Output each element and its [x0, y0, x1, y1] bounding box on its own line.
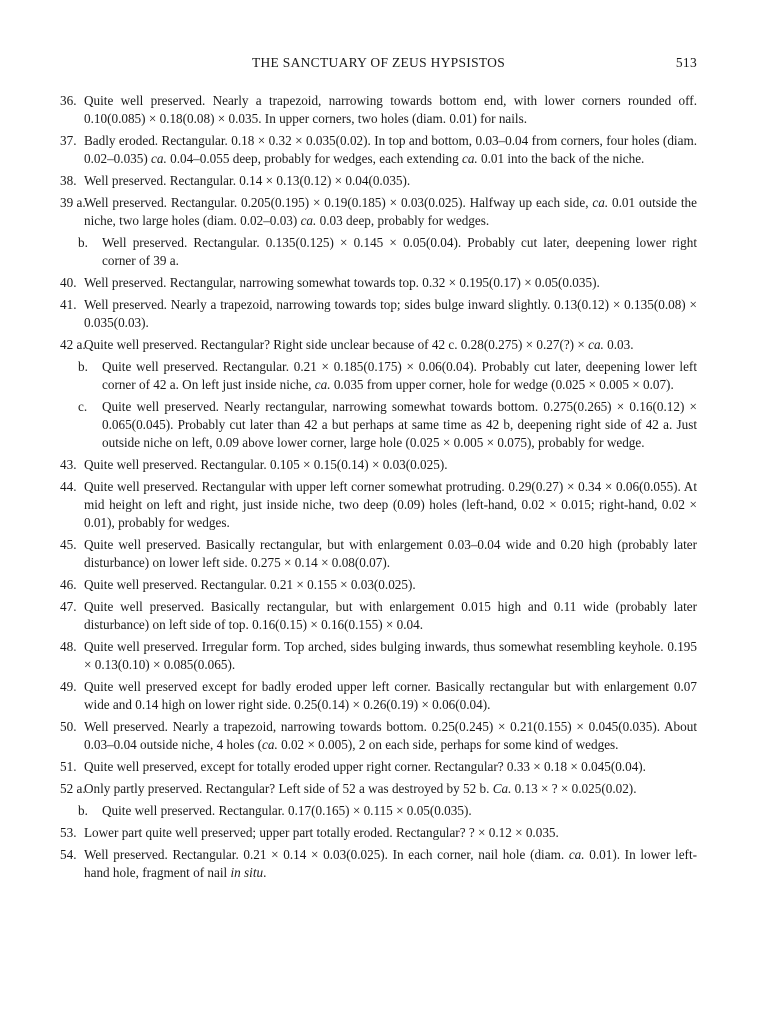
catalogue-entry — [60, 638, 697, 674]
entry-number: c. — [78, 399, 88, 414]
entry-number: b. — [78, 359, 88, 374]
catalogue-entry — [60, 536, 697, 572]
entry-number: 43. — [60, 457, 77, 472]
running-header — [60, 55, 697, 75]
entry-text: Well preserved. Nearly a trapezoid, narrowing towards bottom. 0.25(0.245) × 0.21(0.155) × 0.045(0.035). About 0.03–0.04 outside niche, 4 holes (ca. 0.02 × 0.005), 2 on each side, perhaps for some kind of wedges. — [84, 719, 697, 752]
entry-text: Quite well preserved. Basically rectangular, but with enlargement 0.03–0.04 wide and 0.20 high (probably later disturbance) on lower left side. 0.275 × 0.14 × 0.08(0.07). — [84, 537, 697, 570]
catalogue-entry — [60, 398, 697, 452]
entry-number: 45. — [60, 537, 77, 552]
entry-text: Well preserved. Nearly a trapezoid, narrowing towards top; sides bulge inward slightly. 0.13(0.12) × 0.135(0.08) × 0.035(0.03). — [84, 297, 697, 330]
running-title: THE SANCTUARY OF ZEUS HYPSISTOS — [251, 55, 506, 70]
entry-number: 44. — [60, 479, 77, 494]
catalogue-entry — [60, 802, 697, 820]
entry-text: Badly eroded. Rectangular. 0.18 × 0.32 × 0.035(0.02). In top and bottom, 0.03–0.04 from corners, four holes (diam. 0.02–0.035) ca. 0.04–0.055 deep, probably for wedges, each extending ca. 0.01 into the back of the niche. — [84, 133, 697, 166]
entry-text: Quite well preserved. Rectangular. 0.21 × 0.185(0.175) × 0.06(0.04). Probably cut later, deepening lower left corner of 42 a. On left just inside niche, ca. 0.035 from upper corner, hole for wedge (0.025 × 0.005 × 0.07). — [102, 359, 697, 392]
entry-text: Well preserved. Rectangular. 0.14 × 0.13(0.12) × 0.04(0.035). — [84, 173, 411, 188]
entry-number: 49. — [60, 679, 77, 694]
entry-text: Well preserved. Rectangular. 0.135(0.125) × 0.145 × 0.05(0.04). Probably cut later, deepening lower right corner of 39 a. — [102, 235, 697, 268]
entry-text: Quite well preserved. Irregular form. Top arched, sides bulging inwards, thus somewhat resembling keyhole. 0.195 × 0.13(0.10) × 0.085(0.065). — [84, 639, 697, 672]
catalogue-entry — [60, 598, 697, 634]
entry-text: Quite well preserved. Rectangular. 0.17(0.165) × 0.115 × 0.05(0.035). — [102, 803, 472, 818]
entry-text: Quite well preserved except for badly eroded upper left corner. Basically rectangular but with enlargement 0.07 wide and 0.14 high on lower right side. 0.25(0.14) × 0.26(0.19) × 0.06(0.04). — [84, 679, 697, 712]
catalogue-entry — [60, 234, 697, 270]
entry-text: Quite well preserved. Rectangular. 0.21 × 0.155 × 0.03(0.025). — [84, 577, 416, 592]
catalogue-entry — [60, 718, 697, 754]
entry-number: 51. — [60, 759, 77, 774]
entry-number: 53. — [60, 825, 77, 840]
entry-text: Well preserved. Rectangular. 0.21 × 0.14 × 0.03(0.025). In each corner, nail hole (diam. ca. 0.01). In lower left-hand hole, fragment of nail in situ. — [84, 847, 697, 880]
catalogue-entry — [60, 478, 697, 532]
catalogue-entry — [60, 336, 697, 354]
entry-number: b. — [78, 803, 88, 818]
entry-text: Quite well preserved. Nearly rectangular, narrowing somewhat towards bottom. 0.275(0.265) × 0.16(0.12) × 0.065(0.045). Probably cut later than 42 a but perhaps at same time as 42 b, deepening right side of 42 a. Just outside niche on left, 0.09 above lower corner, large hole (0.025 × 0.005 × 0.075), probably for wedge. — [102, 399, 697, 450]
entry-text: Well preserved. Rectangular, narrowing somewhat towards top. 0.32 × 0.195(0.17) × 0.05(0.035). — [84, 275, 600, 290]
entry-number: 48. — [60, 639, 77, 654]
entry-text: Quite well preserved. Rectangular? Right side unclear because of 42 c. 0.28(0.275) × 0.27(?) × ca. 0.03. — [84, 337, 634, 352]
entry-text: Only partly preserved. Rectangular? Left side of 52 a was destroyed by 52 b. Ca. 0.13 × ? × 0.025(0.02). — [84, 781, 637, 796]
entry-text: Quite well preserved. Rectangular. 0.105 × 0.15(0.14) × 0.03(0.025). — [84, 457, 448, 472]
catalogue-entry — [60, 92, 697, 128]
catalogue-entry — [60, 678, 697, 714]
catalogue-entry — [60, 358, 697, 394]
entry-number: 38. — [60, 173, 77, 188]
catalogue-entry — [60, 132, 697, 168]
entry-number: b. — [78, 235, 88, 250]
catalogue-entry — [60, 780, 697, 798]
entry-text: Quite well preserved. Rectangular with upper left corner somewhat protruding. 0.29(0.27) × 0.34 × 0.06(0.055). At mid height on left and right, just inside niche, two deep (0.09) holes (left-hand, 0.02 × 0.015; right-hand, 0.02 × 0.01), probably for wedges. — [84, 479, 697, 530]
catalogue-entry — [60, 824, 697, 842]
entry-number: 42 a. — [60, 337, 86, 352]
entry-text: Well preserved. Rectangular. 0.205(0.195) × 0.19(0.185) × 0.03(0.025). Halfway up each side, ca. 0.01 outside the niche, two large holes (diam. 0.02–0.03) ca. 0.03 deep, probably for wedges. — [84, 195, 697, 228]
catalogue-entry — [60, 758, 697, 776]
page-number: 513 — [675, 55, 697, 70]
entry-number: 46. — [60, 577, 77, 592]
catalogue-entry — [60, 456, 697, 474]
entry-number: 50. — [60, 719, 77, 734]
catalogue-entry — [60, 172, 697, 190]
entry-number: 54. — [60, 847, 77, 862]
entry-text: Lower part quite well preserved; upper part totally eroded. Rectangular? ? × 0.12 × 0.035. — [84, 825, 559, 840]
catalogue-entry — [60, 846, 697, 882]
catalogue-entry — [60, 296, 697, 332]
entry-text: Quite well preserved, except for totally eroded upper right corner. Rectangular? 0.33 × 0.18 × 0.045(0.04). — [84, 759, 646, 774]
entry-number: 47. — [60, 599, 77, 614]
catalogue-entry — [60, 194, 697, 230]
entry-number: 36. — [60, 93, 77, 108]
catalogue-entry — [60, 274, 697, 292]
catalogue-entries — [60, 92, 697, 886]
entry-text: Quite well preserved. Nearly a trapezoid, narrowing towards bottom end, with lower corners rounded off. 0.10(0.085) × 0.18(0.08) × 0.035. In upper corners, two holes (diam. 0.01) for nails. — [84, 93, 697, 126]
entry-number: 40. — [60, 275, 77, 290]
entry-number: 39 a. — [60, 195, 86, 210]
entry-text: Quite well preserved. Basically rectangular, but with enlargement 0.015 high and 0.11 wide (probably later disturbance) on left side of top. 0.16(0.15) × 0.16(0.155) × 0.04. — [84, 599, 697, 632]
entry-number: 37. — [60, 133, 77, 148]
catalogue-entry — [60, 576, 697, 594]
entry-number: 52 a. — [60, 781, 86, 796]
entry-number: 41. — [60, 297, 77, 312]
